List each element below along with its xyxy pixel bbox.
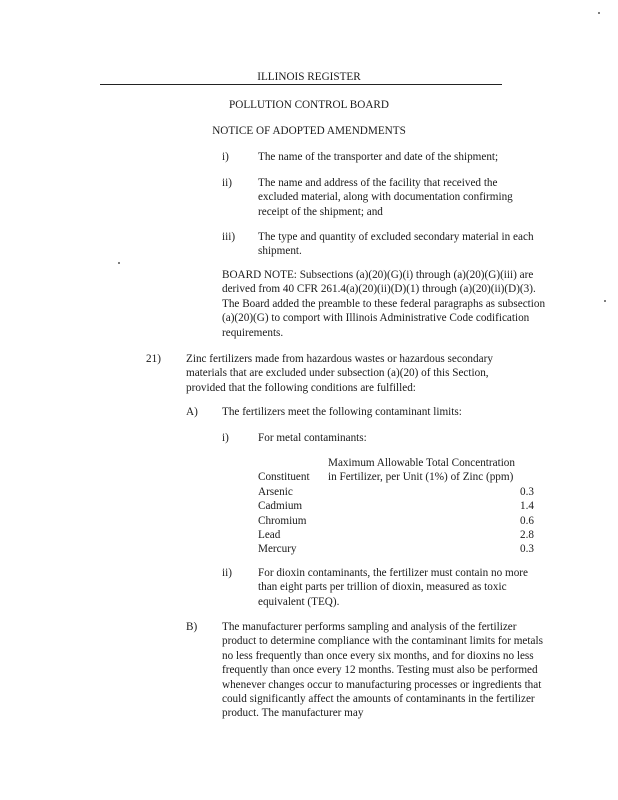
table-cell-value: 1.4 <box>520 500 534 513</box>
table-header-row <box>258 470 536 484</box>
table-cell-value: 0.6 <box>520 514 534 527</box>
item-a-ii-label: ii) <box>222 567 232 579</box>
scan-speck <box>604 300 606 302</box>
board-title: POLLUTION CONTROL BOARD <box>229 99 389 111</box>
table-row <box>258 485 536 499</box>
table-header-row <box>258 456 536 470</box>
register-title: ILLINOIS REGISTER <box>257 71 361 83</box>
header-rule <box>100 84 502 85</box>
item-21-text: Zinc fertilizers made from hazardous wastes or hazardous secondary materials that are excluded under subsection (a)(20) of this Section, provided that the following conditions are fulfilled: <box>186 353 493 394</box>
table-row <box>258 499 536 513</box>
list-item-label: i) <box>222 151 229 163</box>
table-header-constituent: Constituent <box>258 471 310 484</box>
table-row <box>258 514 536 528</box>
table-cell-value: 0.3 <box>520 543 534 556</box>
item-a-i-label: i) <box>222 432 229 444</box>
table-cell-constituent: Cadmium <box>258 500 303 513</box>
item-a-ii-text: For dioxin contaminants, the fertilizer must contain no more than eight parts per trillion of dioxin, measured as toxic equivalent (TEQ). <box>258 567 528 608</box>
item-b-label: B) <box>186 621 198 633</box>
table-header-max-line1: Maximum Allowable Total Concentration <box>328 457 515 469</box>
board-note: BOARD NOTE: Subsections (a)(20)(G)(i) through (a)(20)(G)(iii) are derived from 40 CFR 261.4(a)(20)(ii)(D)(1) through (a)(20)(ii)(D)(3). The Board added the preamble to these federal paragraphs as subsection (a)(20)(G) to comport with Illinois Administrative Code codification requirements. <box>222 269 546 339</box>
item-a-text: The fertilizers meet the following contaminant limits: <box>222 406 462 418</box>
item-a-i-text: For metal contaminants: <box>258 432 367 444</box>
scan-speck <box>598 12 600 14</box>
table-cell-constituent: Arsenic <box>258 485 293 498</box>
list-item-text: The name of the transporter and date of the shipment; <box>258 151 499 163</box>
table-row <box>258 542 536 556</box>
scan-speck <box>118 262 120 264</box>
table-row <box>258 528 536 542</box>
item-21-label: 21) <box>146 353 161 365</box>
item-a-label: A) <box>186 406 198 418</box>
notice-title: NOTICE OF ADOPTED AMENDMENTS <box>212 125 406 137</box>
list-item-label: ii) <box>222 177 232 189</box>
table-cell-value: 2.8 <box>520 529 534 542</box>
list-item-text: The type and quantity of excluded secondary material in each shipment. <box>258 231 534 258</box>
table-header-max-line2: in Fertilizer, per Unit (1%) of Zinc (ppm) <box>328 471 514 484</box>
list-item-text: The name and address of the facility that received the excluded material, along with documentation confirming receipt of the shipment; and <box>258 177 513 218</box>
table-cell-constituent: Mercury <box>258 543 297 556</box>
table-cell-constituent: Lead <box>258 529 281 542</box>
table-cell-value: 0.3 <box>520 485 534 498</box>
list-item-label: iii) <box>222 231 236 243</box>
table-header-empty <box>258 456 328 470</box>
contaminant-table <box>258 456 536 557</box>
item-b-text: The manufacturer performs sampling and analysis of the fertilizer product to determine compliance with the contaminant limits for metals no less frequently than once every six months, and for dioxins no less frequently than once every 12 months. Testing must also be performed whenever changes occur to manufacturing processes or ingredients that could significantly affect the amounts of contaminants in the fertilizer product. The manufacturer may <box>222 621 543 720</box>
table-cell-constituent: Chromium <box>258 514 307 527</box>
